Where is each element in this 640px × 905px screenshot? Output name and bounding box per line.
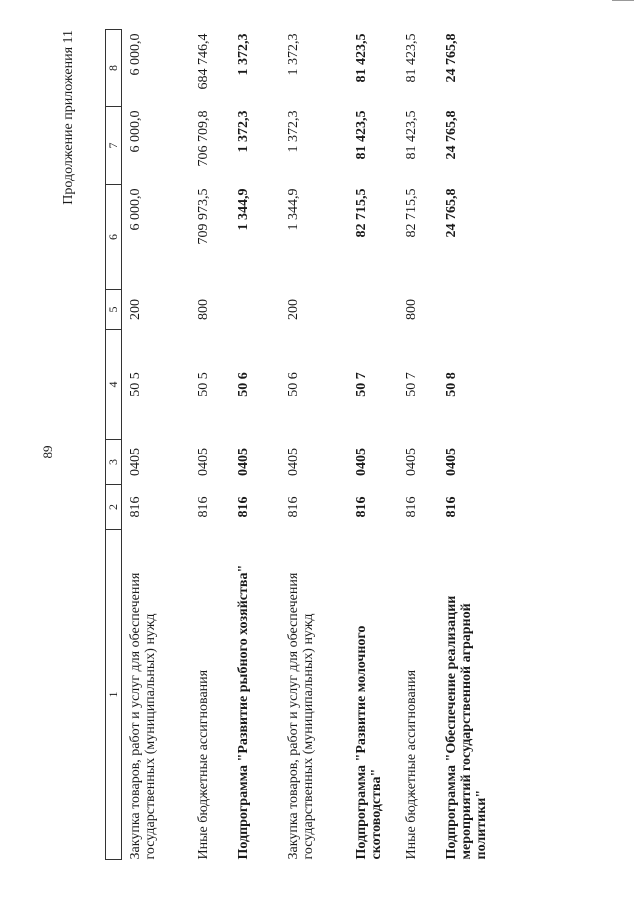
target-article-code: 50 5 [196,372,211,397]
amount-col-6: 24 765,8 [444,188,459,238]
ministry-code: 816 [354,496,369,518]
expense-type-code: 800 [404,299,419,320]
col-number-6: 6 [106,185,122,290]
target-article-code: 50 7 [404,372,419,397]
expense-type-code [438,290,508,330]
budget-table [105,29,508,860]
page-number: 89 [40,445,55,459]
section-code: 0405 [286,448,301,476]
amount-col-7: 706 709,8 [196,110,211,167]
amount-col-6: 1 344,9 [236,188,251,231]
expense-type-code [348,290,398,330]
top-edge-line [612,0,634,1]
amount-col-6: 82 715,5 [354,188,369,238]
section-code: 0405 [128,448,143,476]
amount-col-6: 82 715,5 [404,188,419,238]
amount-col-8: 81 423,5 [404,33,419,83]
row-name: Закупка товаров, работ и услуг для обеспечения государственных (муниципальных) нужд [286,572,316,860]
col-number-8: 8 [106,30,122,107]
row-name: Подпрограмма "Развитие молочного скотоводства" [354,625,384,860]
amount-col-7: 81 423,5 [404,110,419,160]
expense-type-code: 200 [128,299,143,320]
ministry-code: 816 [196,496,211,518]
col-number-3: 3 [106,440,122,485]
row-name: Закупка товаров, работ и услуг для обеспечения государственных (муниципальных) нужд [128,572,158,860]
target-article-code: 50 6 [236,372,251,397]
amount-col-8: 1 372,3 [236,33,251,76]
amount-col-7: 1 372,3 [236,110,251,153]
table-row [280,30,348,860]
amount-col-8: 1 372,3 [286,33,301,76]
ministry-code: 816 [236,496,251,518]
table-row [348,30,398,860]
table-row [190,30,230,860]
col-number-5: 5 [106,290,122,330]
row-name: Подпрограмма "Развитие рыбного хозяйства" [236,564,251,860]
table-row [438,30,508,860]
section-code: 0405 [404,448,419,476]
col-number-4: 4 [106,330,122,440]
expense-type-code: 200 [286,299,301,320]
target-article-code: 50 5 [128,372,143,397]
row-name: Иные бюджетные ассигнования [196,669,211,860]
amount-col-8: 684 746,4 [196,33,211,90]
rotated-page-content [61,30,625,860]
ministry-code: 816 [444,496,459,518]
ministry-code: 816 [286,496,301,518]
section-code: 0405 [444,448,459,476]
table-row [398,30,438,860]
row-name: Иные бюджетные ассигнования [404,669,419,860]
target-article-code: 50 7 [354,372,369,397]
amount-col-6: 1 344,9 [286,188,301,231]
target-article-code: 50 8 [444,372,459,397]
amount-col-8: 81 423,5 [354,33,369,83]
amount-col-7: 6 000,0 [128,110,143,153]
table-row [122,30,191,860]
amount-col-7: 1 372,3 [286,110,301,153]
expense-type-code: 800 [196,299,211,320]
amount-col-8: 6 000,0 [128,33,143,76]
column-number-row [106,30,122,860]
expense-type-code [230,290,280,330]
section-code: 0405 [236,448,251,476]
appendix-caption: Продолжение приложения 11 [61,30,76,205]
row-name: Подпрограмма "Обеспечение реализации мероприятий государственной аграрной политики" [444,595,489,860]
section-code: 0405 [196,448,211,476]
table-row [230,30,280,860]
amount-col-6: 709 973,5 [196,188,211,245]
col-number-2: 2 [106,485,122,530]
section-code: 0405 [354,448,369,476]
amount-col-6: 6 000,0 [128,188,143,231]
amount-col-8: 24 765,8 [444,33,459,83]
col-number-1: 1 [106,530,122,860]
col-number-7: 7 [106,107,122,185]
ministry-code: 816 [404,496,419,518]
ministry-code: 816 [128,496,143,518]
target-article-code: 50 6 [286,372,301,397]
amount-col-7: 24 765,8 [444,110,459,160]
amount-col-7: 81 423,5 [354,110,369,160]
